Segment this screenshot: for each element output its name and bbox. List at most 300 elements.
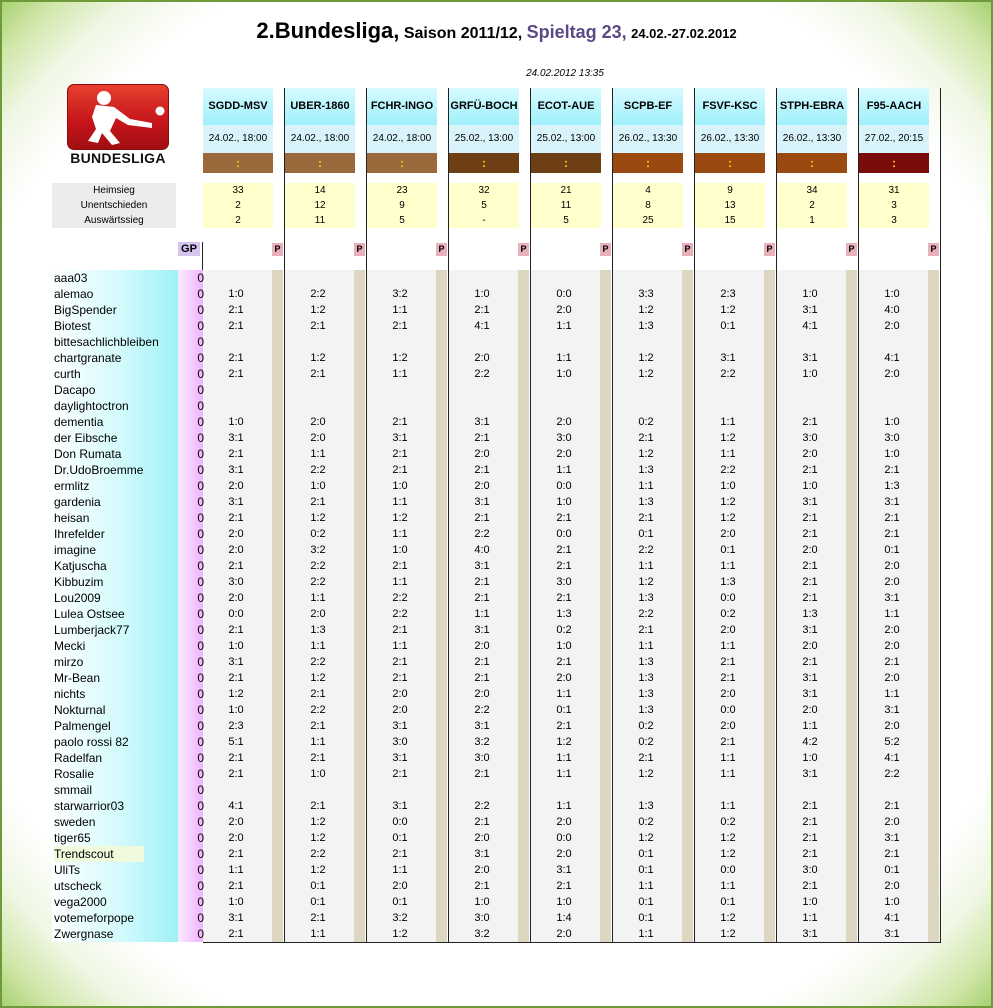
player-tip: 1:0 <box>556 640 572 652</box>
player-tip: 1:1 <box>556 768 572 780</box>
match-result: : <box>859 153 929 173</box>
player-tip: 2:1 <box>474 464 490 476</box>
table-row <box>52 446 942 462</box>
player-tip: 1:2 <box>392 928 408 940</box>
player-tip: 2:1 <box>392 624 408 636</box>
table-row <box>52 318 942 334</box>
player-gp: 0 <box>197 687 204 701</box>
player-tip: 2:2 <box>392 608 408 620</box>
player-gp: 0 <box>197 735 204 749</box>
player-tip: 1:3 <box>638 672 654 684</box>
player-name: paolo rossi 82 <box>54 735 129 749</box>
player-tip: 3:1 <box>474 720 490 732</box>
player-tip: 1:2 <box>720 496 736 508</box>
match-date: 27.02., 20:15 <box>859 125 929 153</box>
stat-label: Heimsieg <box>52 183 176 198</box>
player-tip: 1:2 <box>310 832 326 844</box>
player-tip: 3:0 <box>802 864 818 876</box>
player-tip: 2:0 <box>474 448 490 460</box>
player-tip: 3:2 <box>310 544 326 556</box>
player-tip: 1:2 <box>638 576 654 588</box>
player-tip: 1:3 <box>638 800 654 812</box>
player-tip <box>452 270 512 286</box>
player-gp: 0 <box>197 415 204 429</box>
points-header: P <box>436 243 447 256</box>
table-row <box>52 494 942 510</box>
player-gp: 0 <box>197 335 204 349</box>
player-tip <box>534 382 594 398</box>
player-tip: 3:1 <box>228 496 244 508</box>
player-tip <box>780 334 840 350</box>
player-tip: 2:1 <box>884 800 900 812</box>
player-tip: 2:2 <box>310 656 326 668</box>
match-stat-draw: 12 <box>285 198 355 213</box>
player-tip: 1:1 <box>884 688 900 700</box>
player-tip: 4:1 <box>802 320 818 332</box>
points-header: P <box>682 243 693 256</box>
player-tip: 2:1 <box>474 672 490 684</box>
player-tip: 2:1 <box>228 320 244 332</box>
points-header: P <box>846 243 857 256</box>
player-gp: 0 <box>197 639 204 653</box>
player-tip: 2:1 <box>228 352 244 364</box>
player-tip: 3:2 <box>392 912 408 924</box>
player-tip: 2:0 <box>310 432 326 444</box>
player-tip: 1:0 <box>802 368 818 380</box>
player-tip: 4:1 <box>228 800 244 812</box>
player-tip <box>288 782 348 798</box>
player-tip: 2:1 <box>392 320 408 332</box>
player-tip: 1:1 <box>638 560 654 572</box>
bundesliga-logo-icon <box>67 84 169 150</box>
match-date: 24.02., 18:00 <box>285 125 355 153</box>
player-tip: 0:2 <box>310 528 326 540</box>
player-tip: 2:1 <box>802 528 818 540</box>
player-tip: 1:2 <box>638 304 654 316</box>
player-tip: 2:1 <box>638 512 654 524</box>
player-tip: 1:2 <box>638 832 654 844</box>
player-tip: 2:1 <box>556 560 572 572</box>
player-tip: 2:0 <box>884 320 900 332</box>
table-row <box>52 638 942 654</box>
match-result: : <box>449 153 519 173</box>
points-header: P <box>764 243 775 256</box>
player-tip: 2:0 <box>392 704 408 716</box>
table-row <box>52 270 942 286</box>
player-tip: 1:2 <box>720 304 736 316</box>
table-row <box>52 558 942 574</box>
player-tip: 2:0 <box>720 528 736 540</box>
match-stat-home: 32 <box>449 183 519 198</box>
player-name: Ihrefelder <box>54 527 105 541</box>
player-tip: 2:0 <box>556 848 572 860</box>
player-tip: 1:0 <box>884 896 900 908</box>
player-tip <box>370 334 430 350</box>
player-tip: 2:2 <box>310 704 326 716</box>
player-gp: 0 <box>197 847 204 861</box>
player-tip: 1:2 <box>310 816 326 828</box>
player-tip: 5:2 <box>884 736 900 748</box>
table-row <box>52 830 942 846</box>
player-tip: 1:1 <box>720 560 736 572</box>
player-tip: 2:0 <box>884 720 900 732</box>
player-tip: 2:0 <box>474 864 490 876</box>
player-tip: 1:0 <box>556 496 572 508</box>
player-gp: 0 <box>197 479 204 493</box>
player-tip: 1:3 <box>310 624 326 636</box>
player-gp: 0 <box>197 591 204 605</box>
player-tip: 1:2 <box>720 928 736 940</box>
table-row <box>52 302 942 318</box>
player-tip: 2:2 <box>474 368 490 380</box>
player-tip: 2:1 <box>392 768 408 780</box>
player-tip <box>616 398 676 414</box>
player-tip: 3:0 <box>556 432 572 444</box>
player-tip: 0:1 <box>638 528 654 540</box>
table-row <box>52 862 942 878</box>
player-tip: 1:1 <box>392 496 408 508</box>
player-tip: 2:1 <box>392 848 408 860</box>
player-tip <box>288 270 348 286</box>
player-name: Lulea Ostsee <box>54 607 125 621</box>
player-gp: 0 <box>197 367 204 381</box>
player-gp: 0 <box>197 319 204 333</box>
player-tip: 4:0 <box>884 304 900 316</box>
player-tip: 1:1 <box>720 880 736 892</box>
player-tip: 2:0 <box>884 672 900 684</box>
player-tip: 3:1 <box>392 752 408 764</box>
player-tip: 2:2 <box>474 528 490 540</box>
match-stat-home: 14 <box>285 183 355 198</box>
match-stat-away: 25 <box>613 213 683 228</box>
table-row <box>52 574 942 590</box>
player-tip: 2:1 <box>474 432 490 444</box>
table-row <box>52 718 942 734</box>
player-tip: 2:0 <box>556 928 572 940</box>
player-tip: 1:1 <box>474 608 490 620</box>
season-label: Saison 2011/12, <box>403 25 523 42</box>
player-tip: 1:0 <box>392 544 408 556</box>
player-name: Mecki <box>54 639 86 653</box>
player-tip: 1:0 <box>802 288 818 300</box>
player-tip: 0:1 <box>392 832 408 844</box>
player-tip: 1:3 <box>638 656 654 668</box>
player-tip: 1:1 <box>638 928 654 940</box>
player-tip <box>780 270 840 286</box>
player-tip <box>288 382 348 398</box>
player-tip: 2:1 <box>884 848 900 860</box>
player-tip: 2:1 <box>802 592 818 604</box>
player-tip: 2:1 <box>310 720 326 732</box>
player-tip: 0:2 <box>556 624 572 636</box>
player-tip: 2:1 <box>474 592 490 604</box>
player-tip: 3:0 <box>556 576 572 588</box>
player-tip <box>452 334 512 350</box>
player-tip: 2:1 <box>556 512 572 524</box>
player-tip: 1:0 <box>556 896 572 908</box>
player-tip: 2:1 <box>802 656 818 668</box>
player-tip: 2:2 <box>720 464 736 476</box>
player-name: Rosalie <box>54 767 95 781</box>
player-tip: 2:0 <box>474 640 490 652</box>
player-tip: 2:1 <box>474 656 490 668</box>
player-tip: 2:1 <box>474 304 490 316</box>
player-tip: 1:0 <box>720 480 736 492</box>
player-tip: 4:1 <box>474 320 490 332</box>
player-tip: 0:2 <box>638 816 654 828</box>
player-gp: 0 <box>197 495 204 509</box>
player-tip <box>862 398 922 414</box>
table-row <box>52 462 942 478</box>
player-tip: 3:1 <box>802 352 818 364</box>
player-name: Kibbuzim <box>54 575 104 589</box>
player-tip: 1:0 <box>228 416 244 428</box>
player-name: Zwergnase <box>54 927 114 941</box>
points-header: P <box>928 243 939 256</box>
player-tip <box>452 782 512 798</box>
player-tip: 3:2 <box>474 928 490 940</box>
player-name: mirzo <box>54 655 84 669</box>
player-gp: 0 <box>197 351 204 365</box>
match-label: SCPB-EF <box>613 88 683 125</box>
table-row <box>52 894 942 910</box>
player-tip: 1:0 <box>310 480 326 492</box>
player-silhouette-icon <box>68 85 168 149</box>
player-tip: 2:1 <box>884 528 900 540</box>
player-tip: 2:1 <box>556 880 572 892</box>
player-name: imagine <box>54 543 97 557</box>
player-tip: 3:1 <box>802 624 818 636</box>
match-stat-away: 3 <box>859 213 929 228</box>
player-name: utscheck <box>54 879 102 893</box>
player-tip: 4:0 <box>474 544 490 556</box>
player-tip <box>206 382 266 398</box>
match-date: 25.02., 13:00 <box>531 125 601 153</box>
match-label: UBER-1860 <box>285 88 355 125</box>
player-gp: 0 <box>197 863 204 877</box>
player-tip: 1:0 <box>228 704 244 716</box>
player-tip: 1:0 <box>228 640 244 652</box>
player-tip <box>534 782 594 798</box>
player-tip: 0:0 <box>228 608 244 620</box>
player-tip: 2:0 <box>556 816 572 828</box>
player-tip: 2:1 <box>474 512 490 524</box>
player-tip: 1:3 <box>556 608 572 620</box>
player-tip <box>616 382 676 398</box>
player-tip <box>862 782 922 798</box>
player-tip: 2:1 <box>228 512 244 524</box>
player-name: votemeforpope <box>54 911 135 925</box>
player-tip: 1:1 <box>802 720 818 732</box>
table-row <box>52 542 942 558</box>
player-tip: 0:0 <box>556 288 572 300</box>
player-gp: 0 <box>197 303 204 317</box>
player-tip: 3:0 <box>474 912 490 924</box>
player-tip: 3:1 <box>228 464 244 476</box>
player-tip: 2:0 <box>802 544 818 556</box>
player-tip: 1:2 <box>392 352 408 364</box>
player-tip: 1:1 <box>392 304 408 316</box>
player-tip: 3:0 <box>228 576 244 588</box>
player-tip: 2:0 <box>474 480 490 492</box>
player-tip <box>206 782 266 798</box>
player-tip: 2:0 <box>556 448 572 460</box>
player-tip: 3:1 <box>556 864 572 876</box>
table-row <box>52 414 942 430</box>
player-tip: 0:1 <box>638 896 654 908</box>
player-gp: 0 <box>197 911 204 925</box>
player-gp: 0 <box>197 559 204 573</box>
player-name: Radelfan <box>54 751 103 765</box>
player-tip: 1:2 <box>720 912 736 924</box>
player-tip: 2:0 <box>228 528 244 540</box>
match-stat-home: 33 <box>203 183 273 198</box>
match-stat-away: 5 <box>367 213 437 228</box>
player-tip: 3:1 <box>474 416 490 428</box>
player-tip: 1:0 <box>310 768 326 780</box>
player-name: alemao <box>54 287 94 301</box>
player-tip: 2:1 <box>474 768 490 780</box>
player-tip: 1:0 <box>228 288 244 300</box>
player-tip <box>452 398 512 414</box>
player-tip <box>616 334 676 350</box>
player-tip: 2:1 <box>802 800 818 812</box>
player-tip: 2:0 <box>474 352 490 364</box>
table-row <box>52 766 942 782</box>
match-stat-away: 2 <box>203 213 273 228</box>
player-tip <box>206 398 266 414</box>
player-tip: 1:2 <box>392 512 408 524</box>
player-name: curth <box>54 367 81 381</box>
player-tip: 0:1 <box>556 704 572 716</box>
match-label: FSVF-KSC <box>695 88 765 125</box>
match-stat-draw: 13 <box>695 198 765 213</box>
match-stat-home: 31 <box>859 183 929 198</box>
player-tip: 2:2 <box>310 560 326 572</box>
player-tip: 3:1 <box>228 432 244 444</box>
player-tip <box>780 782 840 798</box>
player-tip: 2:0 <box>884 816 900 828</box>
player-tip: 0:1 <box>392 896 408 908</box>
player-tip: 2:0 <box>228 480 244 492</box>
player-tip: 1:0 <box>802 896 818 908</box>
player-tip: 1:1 <box>556 352 572 364</box>
match-result: : <box>203 153 273 173</box>
player-tip: 2:3 <box>228 720 244 732</box>
player-tip: 3:1 <box>884 704 900 716</box>
table-row <box>52 926 942 942</box>
player-tip: 2:0 <box>720 720 736 732</box>
match-stat-home: 4 <box>613 183 683 198</box>
player-tip: 2:1 <box>474 576 490 588</box>
player-name: vega2000 <box>54 895 107 909</box>
table-row <box>52 702 942 718</box>
player-tip: 2:1 <box>310 368 326 380</box>
player-tip: 2:0 <box>802 448 818 460</box>
player-tip: 3:1 <box>802 304 818 316</box>
player-tip: 2:1 <box>638 624 654 636</box>
player-tip: 1:1 <box>556 752 572 764</box>
player-tip: 2:1 <box>310 912 326 924</box>
player-gp: 0 <box>197 831 204 845</box>
player-tip: 0:0 <box>720 704 736 716</box>
player-tip: 4:2 <box>802 736 818 748</box>
player-tip: 0:0 <box>720 864 736 876</box>
player-name: nichts <box>54 687 86 701</box>
player-tip: 3:1 <box>884 592 900 604</box>
player-gp: 0 <box>197 927 204 941</box>
table-row <box>52 910 942 926</box>
player-tip: 1:1 <box>310 736 326 748</box>
player-tip: 1:1 <box>556 688 572 700</box>
table-row <box>52 510 942 526</box>
player-tip: 1:1 <box>392 368 408 380</box>
player-name: Dacapo <box>54 383 96 397</box>
player-tip: 0:1 <box>638 864 654 876</box>
player-tip: 3:1 <box>720 352 736 364</box>
wordmark-bundes: BUNDES <box>70 150 132 166</box>
player-gp: 0 <box>197 783 204 797</box>
player-name: chartgranate <box>54 351 122 365</box>
table-row <box>52 382 942 398</box>
player-tip: 1:3 <box>638 592 654 604</box>
player-name: Don Rumata <box>54 447 122 461</box>
player-tip: 2:1 <box>310 752 326 764</box>
player-tip: 2:2 <box>310 576 326 588</box>
player-tip <box>288 334 348 350</box>
table-row <box>52 734 942 750</box>
player-tip: 2:0 <box>802 640 818 652</box>
player-tip: 2:1 <box>802 880 818 892</box>
player-tip: 3:1 <box>392 720 408 732</box>
player-tip: 2:1 <box>556 656 572 668</box>
player-tip: 0:0 <box>556 528 572 540</box>
player-tip: 1:1 <box>720 752 736 764</box>
match-stat-away: 5 <box>531 213 601 228</box>
player-tip: 0:1 <box>720 320 736 332</box>
player-tip <box>698 398 758 414</box>
match-stat-home: 23 <box>367 183 437 198</box>
player-tip: 3:1 <box>392 800 408 812</box>
player-tip: 2:1 <box>228 368 244 380</box>
player-tip: 3:1 <box>228 912 244 924</box>
player-tip: 2:3 <box>720 288 736 300</box>
match-result: : <box>613 153 683 173</box>
player-tip: 3:2 <box>474 736 490 748</box>
table-bottom-border <box>203 942 941 943</box>
player-tip: 3:1 <box>474 560 490 572</box>
player-tip: 1:0 <box>228 896 244 908</box>
table-row <box>52 526 942 542</box>
player-tip: 2:0 <box>884 368 900 380</box>
player-tip: 1:0 <box>802 480 818 492</box>
player-tip: 2:0 <box>310 608 326 620</box>
player-tip: 2:1 <box>556 544 572 556</box>
player-name: bittesachlichbleiben <box>54 335 159 349</box>
table-row <box>52 430 942 446</box>
player-tip: 1:1 <box>638 880 654 892</box>
player-tip <box>698 382 758 398</box>
player-tip: 1:1 <box>310 448 326 460</box>
player-tip: 2:1 <box>884 656 900 668</box>
player-tip: 2:1 <box>228 928 244 940</box>
table-row <box>52 798 942 814</box>
match-date: 26.02., 13:30 <box>695 125 765 153</box>
player-tip: 4:1 <box>884 352 900 364</box>
player-tip: 0:1 <box>884 544 900 556</box>
player-gp: 0 <box>197 623 204 637</box>
player-tip: 1:0 <box>474 288 490 300</box>
